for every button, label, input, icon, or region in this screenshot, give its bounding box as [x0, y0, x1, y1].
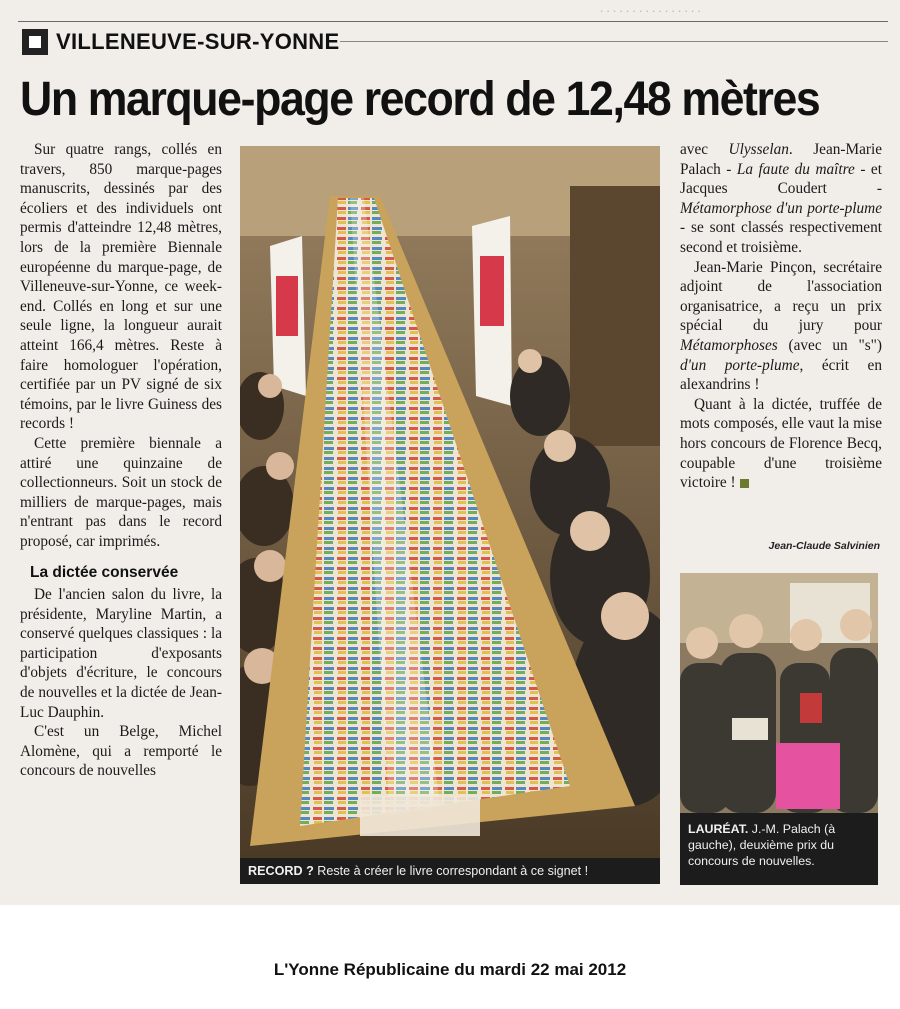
- caption-label: LAURÉAT.: [688, 822, 749, 836]
- paragraph: C'est un Belge, Michel Alomène, qui a remporté le concours de nouvelles: [20, 723, 222, 780]
- paragraph: De l'ancien salon du livre, la présidente, Maryline Martin, a conservé quelques classiques : la participation d'exposants d'objets d'écriture, le concours de nouvelles et la dictée de Jean-Luc Dauphin.: [20, 586, 222, 721]
- paragraph: [680, 395, 882, 493]
- caption-text: Reste à créer le livre correspondant à ce signet !: [313, 864, 589, 878]
- caption-label: RECORD ?: [248, 864, 314, 878]
- end-mark-icon: [740, 479, 749, 488]
- section-square-icon: [22, 29, 48, 55]
- text: , écrit en alexandrins !: [680, 356, 882, 394]
- text: Quant à la dictée, truffée de mots composés, elle vaut la mise hors concours de Florence Becq, coupable d'une troisième victoire !: [680, 395, 882, 492]
- book-title: Métamorphoses: [680, 336, 778, 354]
- main-photo-caption: [240, 858, 660, 884]
- section-label: VILLENEUVE-SUR-YONNE: [56, 29, 340, 54]
- article-column-left: [20, 140, 222, 781]
- paragraph: Sur quatre rangs, collés en travers, 850 marque-pages manuscrits, dessinés par des écoliers et des individuels ont permis d'atteindre 12,48 mètres, lors de la première Biennale européenne du marque-page, de Villeneuve-sur-Yonne, ce week-end. Collés en long et sur une seule ligne, la longueur aurait atteint 166,4 mètres. Reste à faire homologuer l'opération, certifiée par un PV signé de six témoins, par le livre Guiness des records !: [20, 141, 222, 433]
- main-photo: [240, 146, 660, 858]
- top-rule: [18, 21, 888, 22]
- laureate-photo-illustration: [680, 573, 878, 813]
- source-footer: L'Yonne Républicaine du mardi 22 mai 2012: [273, 960, 627, 979]
- laureate-photo: [680, 573, 878, 813]
- section-header: [22, 27, 339, 57]
- text: (avec un "s"): [777, 336, 882, 354]
- text: avec: [680, 141, 729, 158]
- text: - se sont classés respectivement second et troisième.: [680, 219, 882, 256]
- headline: Un marque-page record de 12,48 mètres: [20, 73, 820, 126]
- section-rule: [340, 41, 888, 42]
- paragraph: [680, 258, 882, 395]
- caption-text: J.-M. Palach (à gauche), deuxième prix du concours de nouvelles.: [688, 822, 836, 868]
- text: . Jean-Marie Palach -: [680, 141, 883, 178]
- paragraph: Cette première biennale a attiré une quinzaine de collectionneurs. Soit un stock de milliers de marque-pages, mais n'entrant pas dans le record proposé, car imprimés.: [20, 434, 222, 550]
- book-title: d'un porte-plume: [680, 356, 800, 374]
- bleed-through-text: . . . . . . . . . . . . . . . .: [600, 0, 701, 15]
- article-column-right: [680, 140, 882, 493]
- byline: Jean-Claude Salvinien: [768, 540, 880, 552]
- book-title: Ulysselan: [728, 141, 789, 158]
- text: Jean-Marie Pinçon, secrétaire adjoint de l'association organisatrice, a reçu un prix spécial du jury pour: [680, 258, 882, 335]
- subheading: La dictée conservée: [30, 564, 179, 582]
- book-title: Métamorphose d'un porte-plume: [680, 199, 882, 217]
- paragraph: [680, 140, 882, 258]
- book-title: La faute du maître: [736, 160, 855, 178]
- text: - et Jacques Coudert -: [680, 160, 882, 198]
- laureate-photo-caption: [680, 813, 878, 885]
- main-photo-illustration: [240, 146, 660, 858]
